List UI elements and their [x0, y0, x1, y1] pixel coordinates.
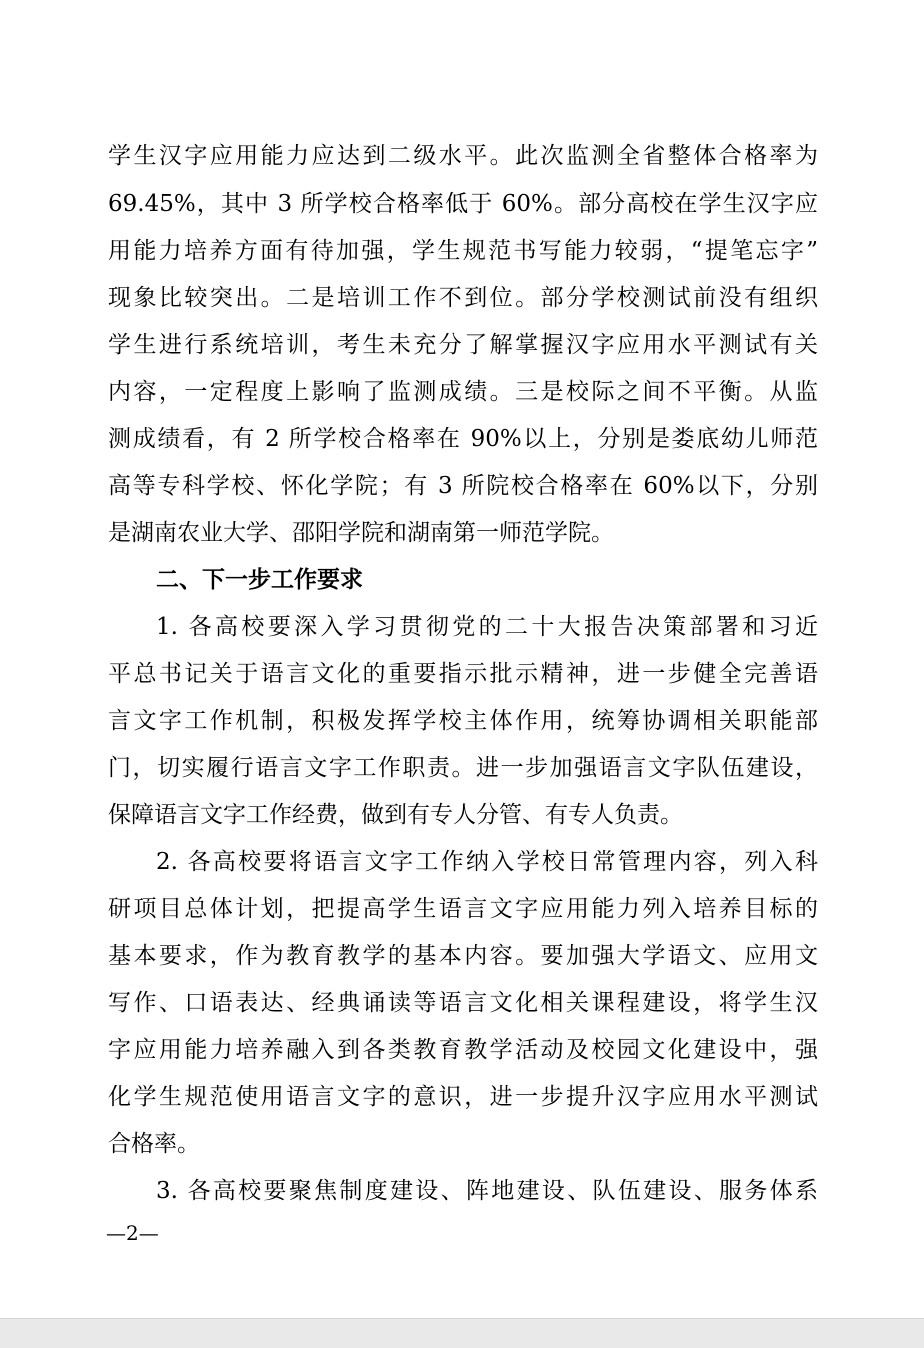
body-text-line: 内容，一定程度上影响了监测成绩。三是校际之间不平衡。从监 [108, 379, 818, 405]
body-text-line: 现象比较突出。二是培训工作不到位。部分学校测试前没有组织 [108, 285, 818, 311]
paragraph-2-line: 基本要求，作为教育教学的基本内容。要加强大学语文、应用文 [108, 943, 818, 969]
body-text-line: 是湖南农业大学、邵阳学院和湖南第一师范学院。 [108, 520, 614, 546]
body-text-line: 高等专科学校、怀化学院；有 3 所院校合格率在 60%以下，分别 [108, 473, 818, 499]
body-text-line: 用能力培养方面有待加强，学生规范书写能力较弱，“提笔忘字” [108, 238, 818, 264]
body-text-line: 学生进行系统培训，考生未充分了解掌握汉字应用水平测试有关 [108, 332, 818, 358]
paragraph-2-line: 2. 各高校要将语言文字工作纳入学校日常管理内容，列入科 [156, 849, 818, 875]
paragraph-3-line: 3. 各高校要聚焦制度建设、阵地建设、队伍建设、服务体系 [156, 1178, 818, 1204]
body-text-line: 69.45%，其中 3 所学校合格率低于 60%。部分高校在学生汉字应 [108, 191, 818, 217]
paragraph-1-line: 平总书记关于语言文化的重要指示批示精神，进一步健全完善语 [108, 661, 818, 687]
paragraph-2-line: 研项目总体计划，把提高学生语言文字应用能力列入培养目标的 [108, 896, 818, 922]
paragraph-1-line: 言文字工作机制，积极发挥学校主体作用，统筹协调相关职能部 [108, 708, 818, 734]
paragraph-2-line: 写作、口语表达、经典诵读等语言文化相关课程建设，将学生汉 [108, 990, 818, 1016]
paragraph-1-line: 保障语言文字工作经费，做到有专人分管、有专人负责。 [108, 802, 683, 828]
section-heading: 二、下一步工作要求 [156, 567, 363, 593]
body-text-line: 学生汉字应用能力应达到二级水平。此次监测全省整体合格率为 [108, 143, 818, 169]
body-text-line: 测成绩看，有 2 所学校合格率在 90%以上，分别是娄底幼儿师范 [108, 426, 818, 452]
paragraph-2-line: 化学生规范使用语言文字的意识，进一步提升汉字应用水平测试 [108, 1084, 818, 1110]
paragraph-2-line: 字应用能力培养融入到各类教育教学活动及校园文化建设中，强 [108, 1037, 818, 1063]
viewer-bottom-bar [0, 1318, 924, 1348]
paragraph-1-line: 门，切实履行语言文字工作职责。进一步加强语言文字队伍建设， [108, 755, 818, 781]
page-number: —2— [106, 1221, 159, 1245]
paragraph-1-line: 1. 各高校要深入学习贯彻党的二十大报告决策部署和习近 [156, 614, 818, 640]
paragraph-2-line: 合格率。 [108, 1131, 200, 1157]
